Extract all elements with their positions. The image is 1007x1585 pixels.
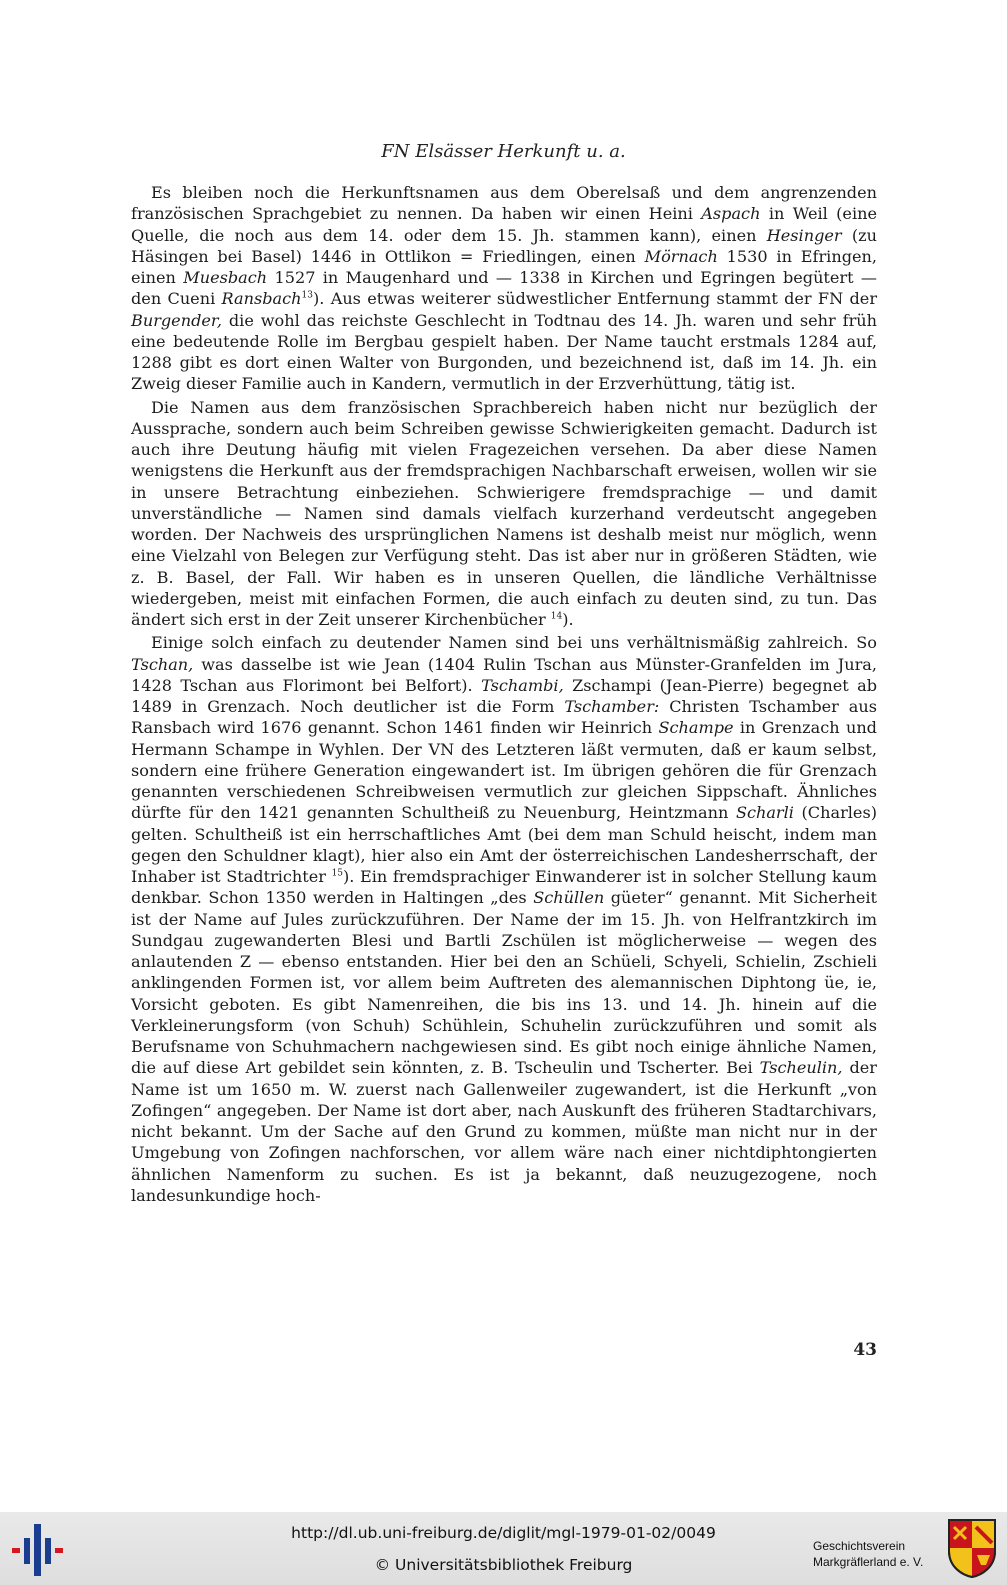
italic-name: Mörnach	[644, 246, 718, 266]
footnote-ref: 13	[301, 290, 313, 301]
paragraph-3	[131, 632, 877, 1206]
italic-name: Tscheulin,	[759, 1058, 843, 1078]
italic-name: Schüllen	[533, 888, 605, 908]
footer-url-link[interactable]: http://dl.ub.uni-freiburg.de/diglit/mgl-1979-01-02/0049	[291, 1524, 716, 1542]
italic-name: Hesinger	[766, 225, 842, 245]
paragraph-2	[131, 397, 877, 631]
paragraph-1	[131, 182, 877, 395]
footer-copyright: © Universitätsbibliothek Freiburg	[374, 1556, 633, 1574]
body-text	[131, 182, 877, 1206]
italic-name: Schampe	[658, 718, 734, 738]
text-run: in Grenzach und Hermann Schampe in Wyhlen. Der VN des Letzteren läßt vermuten, daß er kaum selbst, sondern eine frühere Generation eingewandert ist. Im übrigen gehören die für Grenzach genannten verschiedenen Schreibweisen vermutlich zur gleichen Sippschaft. Ähnliches dürfte für den 1421 genannten Schultheiß zu Neuenburg, Heintzmann	[131, 718, 877, 823]
text-run: ). Aus etwas weiterer südwestlicher Entfernung stammt der FN der	[312, 289, 878, 309]
text-run: Die Namen aus dem französischen Sprachbereich haben nicht nur bezüglich der Aussprache, sondern auch beim Schreiben gewisse Schwierigkeiten gemacht. Dadurch ist auch ihre Deutung häufig mit vielen Fragezeichen versehen. Da aber diese Namen wenigstens die Herkunft aus der fremdsprachigen Nachbarschaft erweisen, wollen wir sie in unsere Betrachtung einbeziehen. Schwierigere fremdsprachige — und damit unverständliche — Namen sind damals vielfach kurzerhand verdeutscht angegeben worden. Der Nachweis des ursprünglichen Namens ist deshalb meist nur möglich, wenn eine Vielzahl von Belegen zur Verfügung steht. Das ist aber nur in größeren Städten, wie z. B. Basel, der Fall. Wir haben es in unseren Quellen, die ländliche Verhältnisse wiedergeben, meist mit einfachen Formen, die auch einfach zu deuten sind, zu tun. Das ändert sich erst in der Zeit unserer Kirchenbücher	[131, 397, 877, 629]
italic-name: Ransbach	[221, 289, 302, 309]
text-run: Zschampi (Jean-Pierre) begegnet ab 1489 in Grenzach. Noch deutlicher ist die Form	[131, 675, 877, 716]
coat-of-arms-icon	[946, 1517, 998, 1579]
society-name-line-2: Markgräflerland e. V.	[813, 1555, 924, 1569]
footer-bar	[0, 1512, 1007, 1585]
italic-name: Muesbach	[183, 268, 268, 287]
society-name	[813, 1538, 943, 1570]
text-run: 1527 in Maugenhard und — 1338 in Kirchen und Egringen begütert — den Cueni	[131, 268, 877, 309]
text-run: 1530 in Efringen, einen	[131, 246, 877, 287]
running-header: FN Elsässer Herkunft u. a.	[381, 141, 626, 162]
text-run: was dasselbe ist wie Jean (1404 Rulin Tschan aus Münster-Granfelden im Jura, 1428 Tschan aus Florimont bei Belfort).	[131, 654, 877, 695]
text-run: (zu Häsingen bei Basel) 1446 in Ottlikon = Friedlingen, einen	[131, 225, 877, 266]
italic-name: Aspach	[701, 204, 761, 224]
footnote-ref: 14	[550, 611, 563, 622]
italic-name: Tschan,	[131, 654, 194, 674]
text-run: Einige solch einfach zu deutender Namen sind bei uns verhältnismäßig zahlreich. So	[151, 633, 877, 653]
footnote-ref: 15	[331, 868, 344, 879]
text-run: güeter“ genannt. Mit Sicherheit ist der Name auf Jules zurückzuführen. Der Name der im 15. Jh. von Helfrantzkirch im Sundgau zugewanderten Blesi und Bartli Zschülen ist möglicherweise — wegen des anlautenden Z — ebenso entstanden. Hier bei den an Schüeli, Schyeli, Schielin, Zschieli anklingenden Formen ist, vor allem beim Auftreten des alemannischen Diphtong üe, ie, Vorsicht geboten. Es gibt Namenreihen, die bis ins 13. und 14. Jh. hinein auf die Verkleinerungsform (von Schuh) Schühlein, Schuhelin zurückzuführen und somit als Berufsname von Schuhmachern nachgewiesen sind. Es gibt noch einige ähnliche Namen, die auf diese Art gebildet sein könnten, z. B. Tscheulin und Tscherter. Bei	[131, 888, 877, 1078]
text-run: der Name ist um 1650 m. W. zuerst nach Gallenweiler zugewandert, ist die Herkunft „von Zofingen“ angegeben. Der Name ist dort aber, nach Auskunft des früheren Stadtarchivars, nicht bekannt. Um der Sache auf den Grund zu kommen, müßte man nicht nur in der Umgebung von Zofingen nachforschen, vor allem wäre nach einer nichtdiphtongierten ähnlichen Namenform zu suchen. Es ist ja bekannt, daß neuzugezogene, noch landesunkundige hoch-	[131, 1058, 877, 1205]
text-run: Es bleiben noch die Herkunftsnamen aus dem Oberelsaß und dem angrenzenden französischen Sprachgebiet zu nennen. Da haben wir einen Heini	[131, 183, 877, 224]
italic-name: Tschambi,	[481, 675, 564, 695]
page-number: 43	[853, 1340, 877, 1360]
text-run: in Weil (eine Quelle, die noch aus dem 14. oder dem 15. Jh. stammen kann), einen	[131, 204, 877, 245]
italic-name: Burgender,	[131, 310, 222, 330]
text-run: ). Ein fremdsprachiger Einwanderer ist in solcher Stellung kaum denkbar. Schon 1350 werden in Haltingen „des	[131, 867, 878, 908]
text-run: ).	[562, 610, 574, 629]
italic-name: Scharli	[735, 803, 794, 823]
italic-name: Tschamber:	[564, 697, 660, 716]
text-run: Christen Tschamber aus Ransbach wird 1676 genannt. Schon 1461 finden wir Heinrich	[131, 697, 877, 738]
society-name-line-1: Geschichtsverein	[813, 1539, 906, 1553]
text-run: (Charles) gelten. Schultheiß ist ein herrschaftliches Amt (bei dem man Schuld heischt, indem man gegen den Schuldner klagt), hier also ein Amt der österreichischen Landesherrschaft, der Inhaber ist Stadtrichter	[131, 803, 877, 886]
text-run: die wohl das reichste Geschlecht in Todtnau des 14. Jh. waren und sehr früh eine bedeutende Rolle im Bergbau gespielt haben. Der Name taucht erstmals 1284 auf, 1288 gibt es dort einen Walter von Burgonden, und bezeichnend ist, daß im 14. Jh. ein Zweig dieser Familie auch in Kandern, vermutlich in der Erzverhüttung, tätig ist.	[131, 310, 877, 394]
